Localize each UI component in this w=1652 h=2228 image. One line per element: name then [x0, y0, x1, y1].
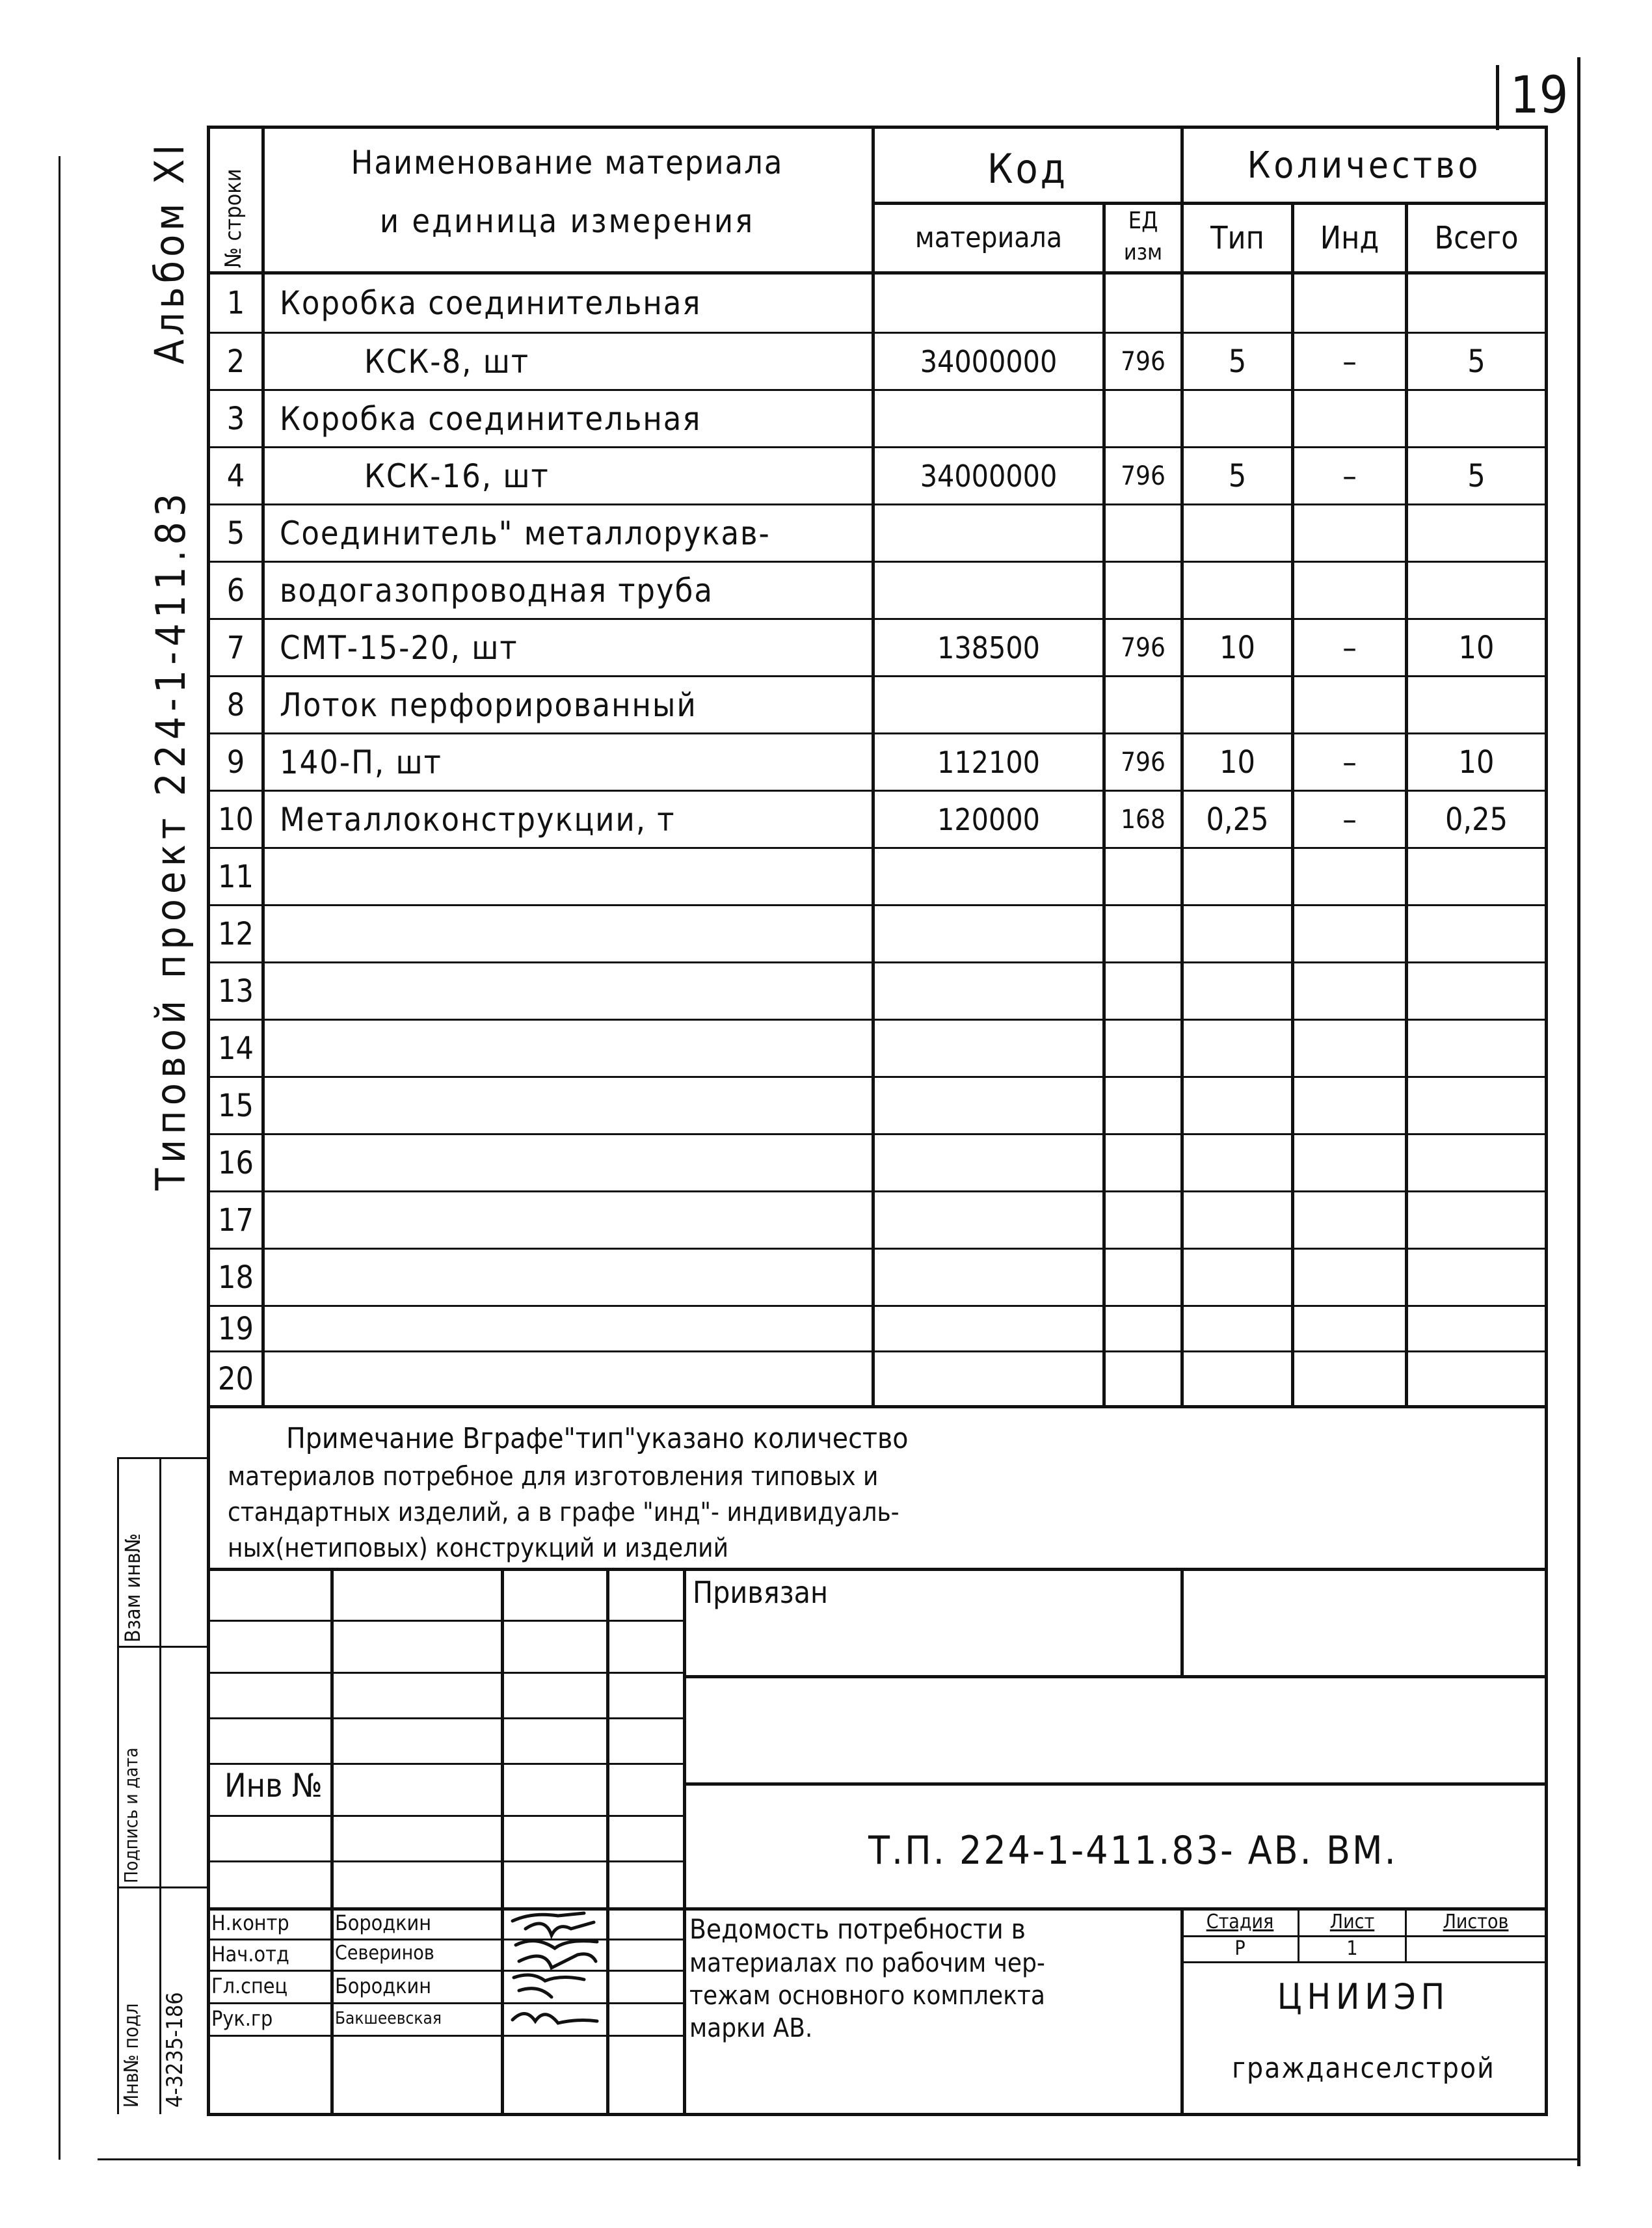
row-code — [875, 563, 1102, 618]
title-block-top — [207, 1568, 1548, 1571]
row-name — [280, 1192, 868, 1248]
sheet-edge-right — [1577, 130, 1580, 2166]
row-total — [1408, 563, 1545, 618]
row-name — [280, 1078, 868, 1133]
row-ind — [1294, 906, 1405, 961]
row-typ — [1184, 1021, 1291, 1076]
tb-privyazan-split — [1180, 1568, 1184, 1675]
tb-row — [207, 1717, 683, 1719]
row-total: 5 — [1467, 457, 1485, 494]
row-unit: 796 — [1121, 632, 1166, 663]
page-number: 19 — [1510, 66, 1569, 125]
row-name: КСК-8, шт — [364, 342, 530, 381]
doc-title-line1: Ведомость потребности в — [689, 1913, 1026, 1945]
left-stamp-line — [117, 1646, 208, 1648]
row-code: 112100 — [937, 744, 1040, 780]
tb-row — [207, 1763, 683, 1765]
row-typ — [1184, 677, 1291, 732]
table-bottom — [207, 1405, 1548, 1408]
tb-row — [683, 1675, 1548, 1678]
left-stamp-line — [117, 1457, 208, 1459]
header-row-no: № строки — [220, 168, 246, 268]
row-unit — [1106, 275, 1180, 332]
row-name — [280, 849, 868, 904]
sheets-value — [1407, 1937, 1545, 1961]
row-name: водогазопроводная труба — [280, 571, 713, 610]
note-line3: стандартных изделий, а в графе "инд"- индивидуаль- — [228, 1497, 899, 1527]
stamp-inv-podl-value: 4-3235-186 — [162, 1992, 188, 2108]
frame-bottom — [207, 2113, 1548, 2116]
page-number-divider — [1496, 65, 1499, 130]
row-unit — [1106, 1250, 1180, 1305]
row-unit — [1106, 1352, 1180, 1405]
row-ind — [1294, 963, 1405, 1019]
signer-role: Нач.отд — [211, 1942, 289, 1966]
row-ind — [1294, 1135, 1405, 1190]
row-code — [875, 1192, 1102, 1248]
row-number: 4 — [226, 457, 245, 494]
row-code: 34000000 — [920, 343, 1058, 379]
tb-col — [683, 1568, 686, 2113]
doc-title-line4: марки АВ. — [689, 2013, 813, 2043]
row-unit — [1106, 391, 1180, 446]
tb-row — [207, 1860, 683, 1862]
row-typ — [1184, 906, 1291, 961]
header-total: Всего — [1434, 220, 1519, 256]
row-code — [875, 849, 1102, 904]
signer-name: Бакшеевская — [335, 2009, 442, 2028]
row-typ: 10 — [1219, 744, 1255, 781]
row-ind — [1294, 1192, 1405, 1248]
side-album-label: Альбом XI — [146, 141, 193, 364]
header-typ: Тип — [1210, 220, 1264, 256]
doc-title-line2: материалах по рабочим чер- — [689, 1948, 1045, 1978]
stamp-vzam-inv: Взам инв№ — [120, 1533, 145, 1643]
tb-col — [330, 1568, 334, 2113]
tb-row — [207, 1970, 683, 1972]
row-unit — [1106, 1307, 1180, 1350]
document-designation: Т.П. 224-1-411.83- АВ. ВМ. — [868, 1828, 1398, 1873]
row-typ — [1184, 563, 1291, 618]
row-ind — [1294, 275, 1405, 332]
row-name: Металлоконструкции, т — [280, 800, 676, 839]
row-name — [280, 906, 868, 961]
row-name: Коробка соединительная — [280, 399, 702, 438]
page-number-divider — [1577, 57, 1580, 130]
tb-row — [207, 1815, 683, 1817]
tb-row — [207, 1620, 683, 1622]
sheets-label: Листов — [1443, 1911, 1509, 1933]
header-name-line2: и единица измерения — [379, 202, 755, 240]
row-ind — [1294, 1352, 1405, 1405]
row-typ: 5 — [1228, 343, 1247, 380]
row-number: 9 — [226, 744, 245, 781]
row-code — [875, 505, 1102, 561]
row-code — [875, 1078, 1102, 1133]
row-typ — [1184, 963, 1291, 1019]
header-quantity: Количество — [1247, 144, 1482, 187]
row-number: 13 — [218, 973, 254, 1010]
row-code: 34000000 — [920, 458, 1058, 494]
row-total: 10 — [1458, 629, 1495, 666]
row-typ — [1184, 1078, 1291, 1133]
row-ind — [1294, 505, 1405, 561]
frame-right — [1545, 126, 1548, 2116]
row-name — [280, 963, 868, 1019]
row-unit: 796 — [1121, 346, 1166, 377]
row-unit: 168 — [1121, 804, 1166, 835]
row-total — [1408, 677, 1545, 732]
row-unit — [1106, 563, 1180, 618]
row-ind: – — [1342, 744, 1357, 781]
row-ind — [1294, 1307, 1405, 1350]
row-typ: 5 — [1228, 457, 1247, 494]
row-number: 20 — [218, 1360, 254, 1397]
row-typ — [1184, 1352, 1291, 1405]
row-ind — [1294, 391, 1405, 446]
sheet-edge-left — [59, 156, 60, 2160]
row-number: 15 — [218, 1087, 254, 1124]
side-project-label: Типовой проект 224-1-411.83 — [147, 488, 194, 1190]
signatures-drawing — [506, 1909, 604, 2036]
row-typ — [1184, 1135, 1291, 1190]
sheet-edge-bottom — [98, 2158, 1580, 2160]
sheet-value: 1 — [1346, 1937, 1358, 1960]
row-code — [875, 1250, 1102, 1305]
row-total — [1408, 1250, 1545, 1305]
header-material: материала — [914, 221, 1063, 254]
inv-no-label: Инв № — [224, 1767, 323, 1805]
row-number: 6 — [226, 572, 245, 609]
row-name: Коробка соединительная — [280, 284, 702, 322]
row-unit: 796 — [1121, 747, 1166, 777]
privyazan-label: Привязан — [693, 1575, 829, 1610]
org-line2: гражданселстрой — [1232, 2052, 1495, 2085]
row-number: 17 — [218, 1201, 254, 1239]
row-unit — [1106, 1078, 1180, 1133]
row-total — [1408, 275, 1545, 332]
header-unit-line2: изм — [1123, 239, 1163, 265]
row-number: 19 — [218, 1310, 254, 1347]
row-ind: – — [1342, 343, 1357, 380]
tb-row — [207, 2035, 683, 2037]
signer-role: Рук.гр — [211, 2006, 273, 2031]
row-number: 5 — [226, 515, 245, 552]
row-ind: – — [1342, 801, 1357, 838]
doc-title-line3: тежам основного комплекта — [689, 1981, 1045, 2011]
row-number: 8 — [226, 686, 245, 723]
row-typ — [1184, 275, 1291, 332]
row-code — [875, 1135, 1102, 1190]
row-total: 0,25 — [1445, 801, 1508, 838]
row-typ — [1184, 1192, 1291, 1248]
row-code — [875, 963, 1102, 1019]
left-stamp-line — [159, 1457, 161, 2114]
row-ind — [1294, 677, 1405, 732]
row-total — [1408, 906, 1545, 961]
row-name — [280, 1352, 868, 1405]
row-ind — [1294, 1021, 1405, 1076]
row-name: СМТ-15-20, шт — [280, 628, 518, 667]
row-number: 3 — [226, 400, 245, 437]
stamp-inv-podl: Инв№ подл — [120, 2003, 143, 2108]
row-unit — [1106, 1192, 1180, 1248]
row-code: 138500 — [937, 630, 1040, 665]
tb-col — [501, 1568, 504, 2113]
row-unit — [1106, 1021, 1180, 1076]
row-code — [875, 906, 1102, 961]
tb-row — [207, 1939, 683, 1940]
tb-col — [606, 1568, 609, 2113]
row-ind: – — [1342, 629, 1357, 666]
row-number: 12 — [218, 915, 254, 952]
tb-row — [1180, 1961, 1548, 1963]
row-total — [1408, 1135, 1545, 1190]
row-name — [280, 1250, 868, 1305]
row-total — [1408, 1307, 1545, 1350]
note-line1: Примечание Вграфе"тип"указано количество — [286, 1422, 909, 1455]
left-stamp-line — [117, 1886, 208, 1888]
col-line-rowno — [261, 126, 265, 1407]
signer-name: Северинов — [335, 1942, 434, 1965]
frame-top — [207, 126, 1548, 129]
left-stamp-line — [117, 1457, 119, 2114]
row-ind — [1294, 563, 1405, 618]
row-number: 1 — [226, 285, 245, 321]
row-name: Соединитель" металлорукав- — [280, 514, 771, 552]
row-number: 11 — [218, 858, 254, 895]
stage-value: Р — [1234, 1937, 1246, 1960]
row-number: 14 — [218, 1030, 254, 1067]
stamp-podpis-data: Подпись и дата — [120, 1747, 142, 1883]
row-typ — [1184, 505, 1291, 561]
row-number: 7 — [226, 629, 245, 666]
row-total — [1408, 1352, 1545, 1405]
row-name — [280, 1307, 868, 1350]
header-ind: Инд — [1320, 220, 1379, 256]
row-unit — [1106, 677, 1180, 732]
row-unit — [1106, 906, 1180, 961]
header-unit-line1: ЕД — [1128, 208, 1158, 234]
note-line4: ных(нетиповых) конструкций и изделий — [228, 1533, 728, 1563]
row-unit: 796 — [1121, 461, 1166, 491]
row-name: КСК-16, шт — [364, 457, 550, 495]
row-unit — [1106, 505, 1180, 561]
row-code — [875, 1021, 1102, 1076]
row-typ — [1184, 1250, 1291, 1305]
row-total — [1408, 391, 1545, 446]
tb-row — [683, 1782, 1548, 1786]
row-total — [1408, 1021, 1545, 1076]
row-number: 18 — [218, 1259, 254, 1296]
row-name: Лоток перфорированный — [280, 686, 697, 724]
signer-name: Бородкин — [335, 1911, 432, 1935]
row-total: 5 — [1467, 343, 1485, 380]
org-line1: ЦНИИЭП — [1277, 1976, 1450, 2017]
row-unit — [1106, 963, 1180, 1019]
row-unit — [1106, 849, 1180, 904]
row-unit — [1106, 1135, 1180, 1190]
row-code: 120000 — [937, 801, 1040, 837]
row-code — [875, 677, 1102, 732]
stage-label: Стадия — [1206, 1911, 1274, 1933]
sheet-label: Лист — [1329, 1911, 1375, 1933]
signer-role: Н.контр — [211, 1911, 289, 1935]
note-line2: материалов потребное для изготовления типовых и — [228, 1462, 879, 1492]
row-name — [280, 1135, 868, 1190]
header-code: Код — [987, 145, 1069, 193]
row-number: 2 — [226, 343, 245, 380]
signer-name: Бородкин — [335, 1974, 432, 1998]
signer-role: Гл.спец — [211, 1974, 288, 1998]
row-total — [1408, 1192, 1545, 1248]
row-code — [875, 1307, 1102, 1350]
row-typ — [1184, 1307, 1291, 1350]
row-ind: – — [1342, 457, 1357, 494]
header-midline — [872, 202, 1548, 205]
row-total — [1408, 849, 1545, 904]
row-typ: 10 — [1219, 629, 1255, 666]
row-ind — [1294, 1250, 1405, 1305]
row-typ: 0,25 — [1206, 801, 1269, 838]
row-name: 140-П, шт — [280, 743, 442, 781]
header-name-line1: Наименование материала — [351, 144, 784, 181]
row-total: 10 — [1458, 744, 1495, 781]
tb-row — [207, 1672, 683, 1674]
row-ind — [1294, 849, 1405, 904]
row-name — [280, 1021, 868, 1076]
row-code — [875, 1352, 1102, 1405]
row-code — [875, 275, 1102, 332]
row-typ — [1184, 849, 1291, 904]
row-total — [1408, 505, 1545, 561]
row-typ — [1184, 391, 1291, 446]
tb-row — [207, 2002, 683, 2004]
row-number: 16 — [218, 1144, 254, 1181]
row-code — [875, 391, 1102, 446]
row-total — [1408, 1078, 1545, 1133]
row-number: 10 — [218, 801, 254, 838]
row-total — [1408, 963, 1545, 1019]
row-ind — [1294, 1078, 1405, 1133]
